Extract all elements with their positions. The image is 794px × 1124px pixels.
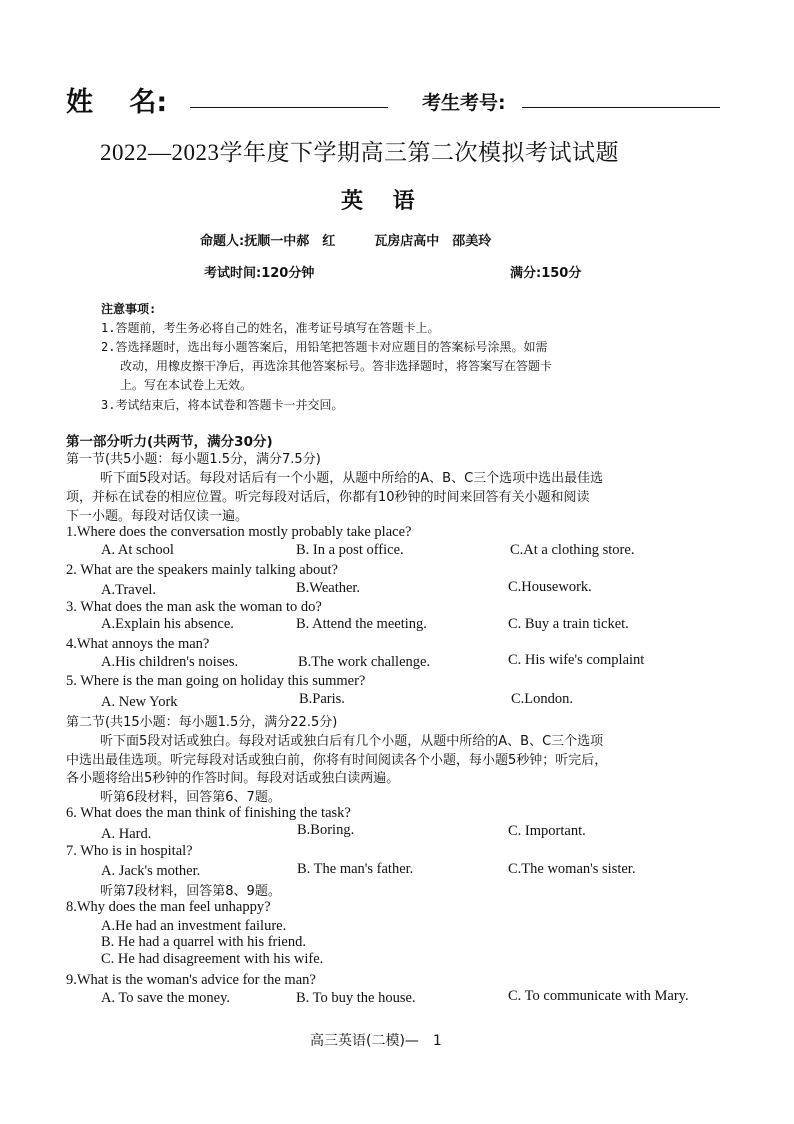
material-label: 听第6段材料，回答第6、7题。 (100, 790, 281, 805)
authors: 命题人:抚顺一中郝 红 瓦房店高中 邵美玲 (200, 234, 492, 249)
part1-title: 第一部分听力(共两节，满分30分) (66, 434, 273, 450)
option-b[interactable]: B.Paris. (299, 691, 345, 707)
page-footer: 高三英语(二模)— 1 (310, 1033, 442, 1049)
option-a[interactable]: A.He had an investment failure. (101, 918, 287, 934)
option-c[interactable]: C. He had disagreement with his wife. (101, 951, 324, 967)
note-item: 上。写在本试卷上无效。 (120, 378, 253, 392)
exam-time: 考试时间:120分钟 (204, 266, 315, 281)
question-text: 6. What does the man think of finishing the task? (66, 805, 351, 821)
instruction-line: 听下面5段对话或独白。每段对话或独白后有几个小题，从题中所给的A、B、C三个选项 (100, 734, 604, 749)
question-text: 1.Where does the conversation mostly probably take place? (66, 524, 412, 540)
option-b[interactable]: B. The man's father. (297, 861, 414, 877)
note-item: 3.考试结束后，将本试卷和答题卡一并交回。 (101, 398, 344, 412)
option-a[interactable]: A. At school (101, 542, 174, 558)
option-a[interactable]: A.Travel. (101, 582, 157, 598)
option-c[interactable]: C. Buy a train ticket. (508, 616, 629, 632)
question-text: 3. What does the man ask the woman to do? (66, 599, 322, 615)
notes-title: 注意事项: (101, 302, 157, 316)
option-b[interactable]: B. To buy the house. (296, 990, 416, 1006)
instruction-line: 各小题将给出5秒钟的作答时间。每段对话或独白读两遍。 (66, 771, 400, 786)
exam-no-label: 考生考号: (422, 92, 506, 114)
instruction-line: 听下面5段对话。每段对话后有一个小题，从题中所给的A、B、C三个选项中选出最佳选 (100, 471, 604, 486)
question-text: 8.Why does the man feel unhappy? (66, 899, 271, 915)
option-c[interactable]: C. His wife's complaint (508, 652, 645, 668)
note-item: 2.答选择题时，选出每小题答案后，用铅笔把答题卡对应题目的答案标号涂黑。如需 (101, 340, 548, 354)
option-c[interactable]: C. Important. (508, 823, 586, 839)
option-b[interactable]: B. He had a quarrel with his friend. (101, 934, 306, 950)
question-text: 4.What annoys the man? (66, 636, 210, 652)
question-text: 7. Who is in hospital? (66, 843, 193, 859)
option-a[interactable]: A. New York (101, 694, 178, 710)
instruction-line: 下一小题。每段对话仅读一遍。 (66, 509, 249, 524)
question-text: 2. What are the speakers mainly talking about? (66, 562, 338, 578)
option-a[interactable]: A.His children's noises. (101, 654, 239, 670)
option-b[interactable]: B.Weather. (296, 580, 361, 596)
option-b[interactable]: B. Attend the meeting. (296, 616, 427, 632)
option-c[interactable]: C.Housework. (508, 579, 592, 595)
option-c[interactable]: C.At a clothing store. (510, 542, 635, 558)
option-b[interactable]: B.The work challenge. (298, 654, 431, 670)
full-score: 满分:150分 (510, 266, 582, 281)
instruction-line: 中选出最佳选项。听完每段对话或独白前，你将有时间阅读各个小题，每小题5秒钟；听完后， (66, 753, 608, 768)
exam-no-field[interactable] (522, 107, 720, 108)
option-b[interactable]: B.Boring. (297, 822, 355, 838)
instruction-line: 项，并标在试卷的相应位置。听完每段对话后，你都有10秒钟的时间来回答有关小题和阅读 (66, 490, 590, 505)
option-b[interactable]: B. In a post office. (296, 542, 404, 558)
name-field[interactable] (190, 107, 388, 108)
material-label: 听第7段材料，回答第8、9题。 (100, 884, 281, 899)
note-item: 1.答题前，考生务必将自己的姓名，准考证号填写在答题卡上。 (101, 321, 440, 335)
name-label: 姓 名: (66, 87, 168, 118)
option-a[interactable]: A. Jack's mother. (101, 863, 201, 879)
option-a[interactable]: A. Hard. (101, 826, 152, 842)
question-text: 5. Where is the man going on holiday this summer? (66, 673, 366, 689)
question-text: 9.What is the woman's advice for the man? (66, 972, 316, 988)
exam-title: 2022—2023学年度下学期高三第二次模拟考试试题 (100, 140, 619, 165)
section1-title: 第一节(共5小题：每小题1.5分，满分7.5分) (66, 452, 321, 467)
option-a[interactable]: A.Explain his absence. (101, 616, 234, 632)
subject-title: 英 语 (341, 189, 415, 214)
option-c[interactable]: C. To communicate with Mary. (508, 988, 689, 1004)
option-c[interactable]: C.London. (511, 691, 574, 707)
option-a[interactable]: A. To save the money. (101, 990, 231, 1006)
section2-title: 第二节(共15小题：每小题1.5分，满分22.5分) (66, 715, 338, 730)
option-c[interactable]: C.The woman's sister. (508, 861, 636, 877)
note-item: 改动，用橡皮擦干净后，再选涂其他答案标号。答非选择题时，将答案写在答题卡 (120, 359, 553, 373)
